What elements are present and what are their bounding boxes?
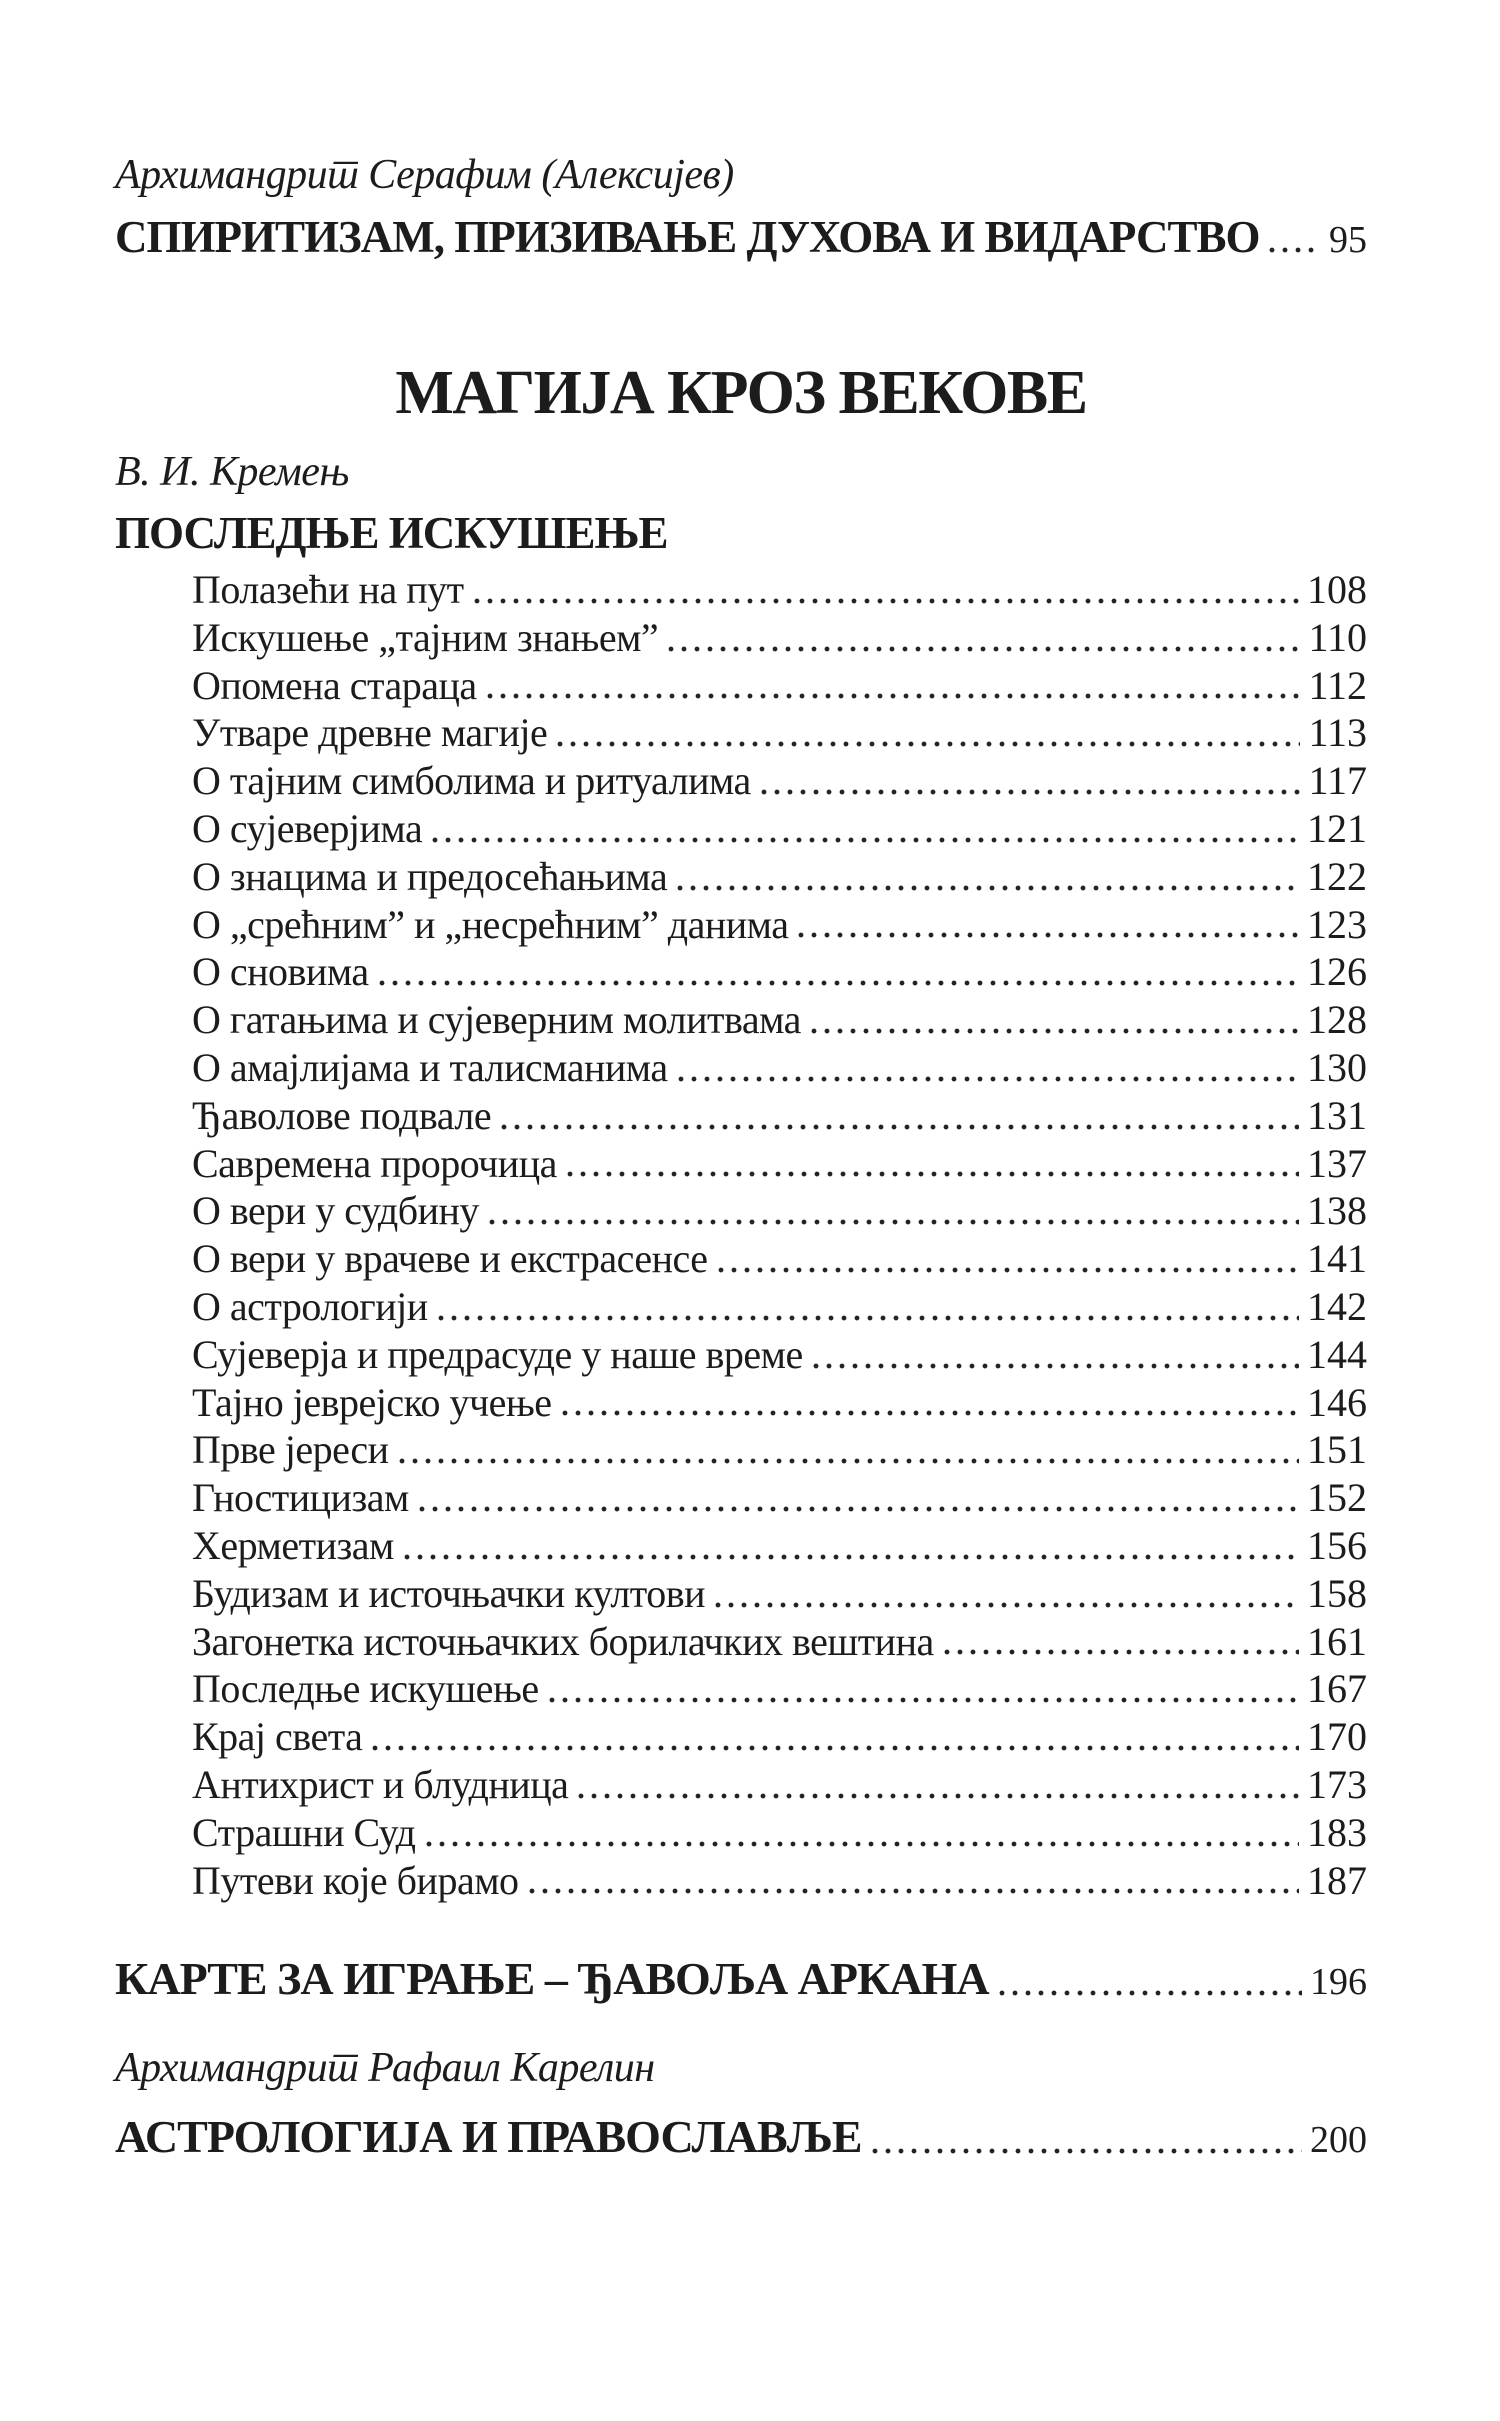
chapter-title: О гатањима и сујеверним молитвама bbox=[192, 997, 801, 1043]
chapter-row bbox=[192, 853, 1367, 901]
dot-leader bbox=[372, 1745, 1299, 1751]
chapter-title: О вери у судбину bbox=[192, 1188, 479, 1234]
chapter-title: О амајлијама и талисманима bbox=[192, 1044, 668, 1090]
page-number: 123 bbox=[1307, 901, 1367, 947]
chapter-title: О астрологији bbox=[192, 1283, 428, 1329]
dot-leader bbox=[557, 741, 1300, 747]
chapter-row bbox=[192, 1140, 1367, 1188]
chapter-row bbox=[192, 1044, 1367, 1092]
dot-leader bbox=[529, 1888, 1299, 1894]
dot-leader bbox=[489, 1219, 1299, 1225]
page-number: 126 bbox=[1307, 949, 1367, 995]
page-number: 144 bbox=[1307, 1331, 1367, 1377]
dot-leader bbox=[562, 1410, 1299, 1416]
chapter-title: Последње искушење bbox=[192, 1666, 539, 1712]
chapter-row bbox=[192, 996, 1367, 1044]
dot-leader bbox=[1269, 247, 1321, 253]
chapter-row bbox=[192, 1665, 1367, 1713]
dot-leader bbox=[872, 2148, 1302, 2154]
chapter-title: Тајно јеврејско учење bbox=[192, 1379, 552, 1425]
chapter-title: О сновима bbox=[192, 949, 369, 995]
chapter-row bbox=[192, 1713, 1367, 1761]
chapter-row bbox=[192, 1379, 1367, 1427]
chapter-title: Антихрист и блудница bbox=[192, 1761, 569, 1807]
page-number: 130 bbox=[1307, 1044, 1367, 1090]
page-number: 122 bbox=[1307, 853, 1367, 899]
entry-astrologija bbox=[115, 2111, 1367, 2166]
chapter-row bbox=[192, 566, 1367, 614]
dot-leader bbox=[718, 1267, 1300, 1273]
page-number: 152 bbox=[1307, 1475, 1367, 1521]
dot-leader bbox=[432, 837, 1299, 843]
chapter-title: Крај света bbox=[192, 1714, 363, 1760]
page-number: 156 bbox=[1307, 1522, 1367, 1568]
chapter-row bbox=[192, 1809, 1367, 1857]
chapter-row bbox=[192, 614, 1367, 662]
page-number: 108 bbox=[1307, 567, 1367, 612]
chapter-title: Савремена пророчица bbox=[192, 1140, 557, 1186]
dot-leader bbox=[761, 789, 1301, 795]
dot-leader bbox=[501, 1124, 1299, 1130]
dot-leader bbox=[578, 1793, 1299, 1799]
dot-leader bbox=[999, 1990, 1302, 1996]
page-number: 200 bbox=[1310, 2119, 1367, 2162]
chapter-row bbox=[192, 948, 1367, 996]
page-number: 158 bbox=[1307, 1570, 1367, 1616]
dot-leader bbox=[404, 1554, 1299, 1560]
page-number: 121 bbox=[1307, 805, 1367, 851]
chapter-row bbox=[192, 901, 1367, 949]
page-number: 183 bbox=[1307, 1809, 1367, 1855]
chapter-title: Путеви које бирамо bbox=[192, 1857, 519, 1903]
page-number: 112 bbox=[1308, 662, 1367, 708]
chapter-row bbox=[192, 709, 1367, 757]
dot-leader bbox=[399, 1458, 1299, 1464]
chapter-title: Херметизам bbox=[192, 1522, 394, 1568]
page-number: 151 bbox=[1307, 1427, 1367, 1473]
page-number: 173 bbox=[1307, 1761, 1367, 1807]
chapter-row bbox=[192, 1092, 1367, 1140]
dot-leader bbox=[798, 932, 1299, 938]
chapter-row bbox=[192, 1474, 1367, 1522]
page-number: 113 bbox=[1308, 710, 1367, 756]
author-kremenj: В. И. Кремењ bbox=[115, 449, 349, 495]
chapter-row bbox=[192, 1187, 1367, 1235]
chapter-title: Страшни Суд bbox=[192, 1809, 416, 1855]
chapter-row bbox=[192, 662, 1367, 710]
author-serafim: Архимандрит Серафим (Алексијев) bbox=[115, 152, 734, 198]
chapter-row bbox=[192, 805, 1367, 853]
dot-leader bbox=[677, 885, 1299, 891]
chapter-row bbox=[192, 757, 1367, 805]
chapter-row bbox=[192, 1235, 1367, 1283]
dot-leader bbox=[419, 1506, 1299, 1512]
dot-leader bbox=[379, 980, 1299, 986]
part-heading-magija: МАГИЈА КРОЗ ВЕКОВЕ bbox=[395, 359, 1087, 427]
entry-title: АСТРОЛОГИЈА И ПРАВОСЛАВЉЕ bbox=[115, 2111, 862, 2163]
chapter-title: О вери у врачеве и екстрасенсе bbox=[192, 1236, 708, 1282]
entry-title: КАРТЕ ЗА ИГРАЊЕ – ЂАВОЉА АРКАНА bbox=[115, 1953, 989, 2005]
dot-leader bbox=[668, 646, 1300, 652]
entry-title: СПИРИТИЗАМ, ПРИЗИВАЊЕ ДУХОВА И ВИДАРСТВО bbox=[115, 212, 1260, 262]
page-number: 161 bbox=[1307, 1618, 1367, 1664]
chapter-title: О сујеверјима bbox=[192, 805, 423, 851]
page-number: 117 bbox=[1308, 758, 1367, 804]
chapter-row bbox=[192, 1618, 1367, 1666]
page-number: 110 bbox=[1308, 614, 1367, 660]
chapter-row bbox=[192, 1570, 1367, 1618]
page-number: 131 bbox=[1307, 1092, 1367, 1138]
chapter-title: Сујеверја и предрасуде у наше време bbox=[192, 1331, 803, 1377]
dot-leader bbox=[944, 1649, 1299, 1655]
author-karelin: Архимандрит Рафаил Карелин bbox=[115, 2045, 655, 2092]
entry-spiritizam bbox=[115, 212, 1367, 265]
dot-leader bbox=[487, 693, 1301, 699]
chapter-title: Полазећи на пут bbox=[192, 567, 464, 612]
dot-leader bbox=[715, 1602, 1299, 1608]
chapter-row bbox=[192, 1426, 1367, 1474]
chapter-title: О тајним симболима и ритуалима bbox=[192, 758, 751, 804]
chapter-row bbox=[192, 1522, 1367, 1570]
chapter-row bbox=[192, 1857, 1367, 1905]
entry-karte bbox=[115, 1953, 1367, 2008]
chapter-title: О „срећним” и „несрећним” данима bbox=[192, 901, 789, 947]
page-number: 137 bbox=[1307, 1140, 1367, 1186]
dot-leader bbox=[474, 598, 1299, 604]
dot-leader bbox=[811, 1028, 1299, 1034]
dot-leader bbox=[426, 1841, 1299, 1847]
chapter-group-title: ПОСЛЕДЊЕ ИСКУШЕЊЕ bbox=[115, 508, 668, 558]
dot-leader bbox=[549, 1697, 1299, 1703]
dot-leader bbox=[678, 1076, 1299, 1082]
chapter-list bbox=[115, 566, 1367, 1904]
dot-leader bbox=[438, 1315, 1299, 1321]
chapter-title: Утваре древне магије bbox=[192, 710, 548, 756]
chapter-row bbox=[192, 1761, 1367, 1809]
page-number: 128 bbox=[1307, 997, 1367, 1043]
chapter-row bbox=[192, 1283, 1367, 1331]
chapter-row bbox=[192, 1331, 1367, 1379]
dot-leader bbox=[813, 1363, 1299, 1369]
page-number: 196 bbox=[1310, 1961, 1367, 2004]
page-number: 141 bbox=[1307, 1236, 1367, 1282]
chapter-title: О знацима и предосећањима bbox=[192, 853, 668, 899]
page-number: 187 bbox=[1307, 1857, 1367, 1903]
page-number: 95 bbox=[1329, 219, 1367, 261]
page-number: 142 bbox=[1307, 1283, 1367, 1329]
page-number: 167 bbox=[1307, 1666, 1367, 1712]
chapter-title: Будизам и источњачки култови bbox=[192, 1570, 706, 1616]
page-number: 138 bbox=[1307, 1188, 1367, 1234]
chapter-title: Загонетка источњачких борилачких вештина bbox=[192, 1618, 934, 1664]
dot-leader bbox=[567, 1171, 1299, 1177]
chapter-title: Искушење „тајним знањем” bbox=[192, 614, 659, 660]
chapter-title: Прве јереси bbox=[192, 1427, 389, 1473]
page-number: 146 bbox=[1307, 1379, 1367, 1425]
page-number: 170 bbox=[1307, 1714, 1367, 1760]
chapter-title: Опомена стараца bbox=[192, 662, 477, 708]
chapter-title: Гностицизам bbox=[192, 1475, 409, 1521]
chapter-title: Ђаволове подвале bbox=[192, 1092, 492, 1138]
